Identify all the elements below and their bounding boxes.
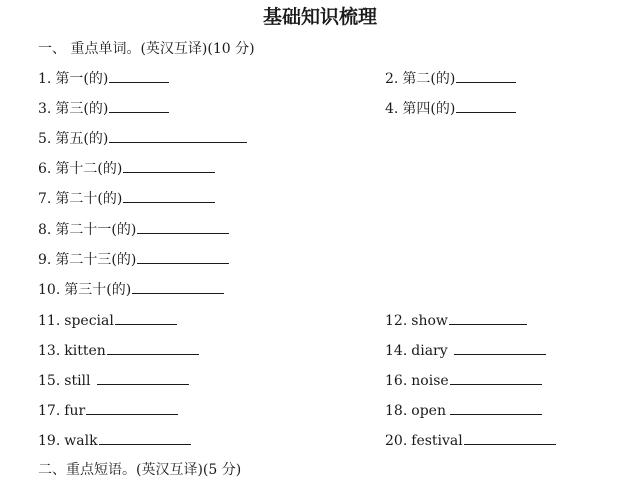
list-item: [38, 68, 169, 88]
list-item: [385, 310, 527, 330]
item-prompt: show: [411, 313, 448, 329]
list-item: [38, 310, 177, 330]
answer-blank[interactable]: [137, 249, 229, 264]
item-number: 10.: [38, 282, 61, 298]
list-item: [385, 340, 546, 360]
item-prompt: special: [64, 313, 114, 329]
answer-blank[interactable]: [115, 310, 177, 325]
item-number: 19.: [38, 433, 61, 449]
item-number: 13.: [38, 343, 61, 359]
list-item: [385, 68, 516, 88]
section-heading-words: 一、 重点单词。(英汉互译)(10 分): [38, 41, 255, 57]
answer-blank[interactable]: [450, 400, 542, 415]
item-number: 5.: [38, 131, 52, 147]
answer-blank[interactable]: [464, 430, 556, 445]
item-number: 20.: [385, 433, 408, 449]
item-number: 16.: [385, 373, 408, 389]
item-prompt: 第二十一(的): [55, 222, 137, 238]
page-title: 基础知识梳理: [262, 6, 377, 28]
answer-blank[interactable]: [109, 128, 247, 143]
item-number: 2.: [385, 71, 399, 87]
answer-blank[interactable]: [97, 370, 189, 385]
item-prompt: festival: [411, 433, 463, 449]
answer-blank[interactable]: [132, 279, 224, 294]
item-prompt: 第五(的): [55, 131, 109, 147]
answer-blank[interactable]: [454, 340, 546, 355]
list-item: [38, 340, 199, 360]
answer-blank[interactable]: [109, 68, 169, 83]
answer-blank[interactable]: [86, 400, 178, 415]
item-number: 11.: [38, 313, 61, 329]
item-number: 4.: [385, 101, 399, 117]
list-item: [38, 279, 224, 299]
item-prompt: walk: [64, 433, 98, 449]
list-item: [38, 188, 215, 208]
item-prompt: noise: [411, 373, 449, 389]
item-number: 8.: [38, 222, 52, 238]
answer-blank[interactable]: [99, 430, 191, 445]
list-item: [385, 430, 556, 450]
item-prompt: diary: [411, 343, 448, 359]
list-item: [38, 430, 191, 450]
item-number: 15.: [38, 373, 61, 389]
list-item: [38, 158, 215, 178]
item-number: 6.: [38, 161, 52, 177]
list-item: [38, 400, 178, 420]
item-prompt: kitten: [64, 343, 106, 359]
answer-blank[interactable]: [123, 188, 215, 203]
answer-blank[interactable]: [109, 98, 169, 113]
item-prompt: open: [411, 403, 446, 419]
item-prompt: 第一(的): [55, 71, 109, 87]
item-prompt: still: [64, 373, 91, 389]
item-prompt: 第三十(的): [64, 282, 132, 298]
item-number: 9.: [38, 252, 52, 268]
list-item: [385, 98, 516, 118]
answer-blank[interactable]: [450, 370, 542, 385]
list-item: [38, 249, 229, 269]
item-prompt: 第二十(的): [55, 191, 123, 207]
section-heading-phrases: 二、重点短语。(英汉互译)(5 分): [38, 462, 242, 478]
answer-blank[interactable]: [449, 310, 527, 325]
list-item: [38, 128, 247, 148]
item-number: 18.: [385, 403, 408, 419]
item-number: 1.: [38, 71, 52, 87]
list-item: [38, 98, 169, 118]
item-number: 14.: [385, 343, 408, 359]
item-number: 7.: [38, 191, 52, 207]
list-item: [385, 400, 542, 420]
item-number: 3.: [38, 101, 52, 117]
item-prompt: 第二十三(的): [55, 252, 137, 268]
answer-blank[interactable]: [456, 68, 516, 83]
item-number: 17.: [38, 403, 61, 419]
item-number: 12.: [385, 313, 408, 329]
list-item: [38, 219, 229, 239]
list-item: [38, 370, 189, 390]
list-item: [385, 370, 542, 390]
item-prompt: fur: [64, 403, 86, 419]
item-prompt: 第三(的): [55, 101, 109, 117]
answer-blank[interactable]: [107, 340, 199, 355]
answer-blank[interactable]: [123, 158, 215, 173]
item-prompt: 第十二(的): [55, 161, 123, 177]
answer-blank[interactable]: [456, 98, 516, 113]
answer-blank[interactable]: [137, 219, 229, 234]
item-prompt: 第二(的): [402, 71, 456, 87]
item-prompt: 第四(的): [402, 101, 456, 117]
